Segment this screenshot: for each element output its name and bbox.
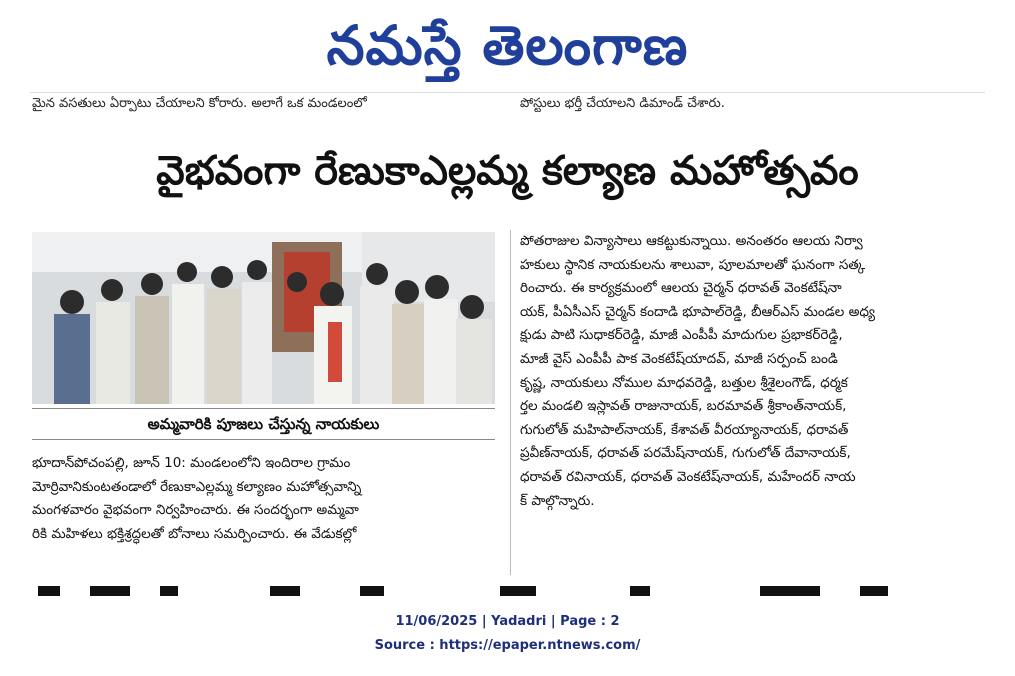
body-line: రికి మహిళలు భక్తిశ్రద్ధలతో బోనాలు సమర్పించారు. ఈ వేడుకల్లో — [32, 525, 357, 542]
previous-article-left-line: మైన వసతులు ఏర్పాటు చేయాలని కోరారు. అలాగే ఒక మండలంలో — [32, 96, 367, 111]
body-line: క్ పాల్గొన్నారు. — [520, 492, 595, 509]
clipping-top-rule — [30, 92, 985, 93]
body-line: ప్రవీణ్‌నాయక్, ధరావత్ పరమేష్‌నాయక్, గుగులోత్ దేవానాయక్, — [520, 445, 851, 462]
article-headline: వైభవంగా రేణుకాఎల్లమ్మ కల్యాణ మహోత్సవం — [156, 148, 859, 194]
body-line: పోతరాజుల విన్యాసాలు ఆకట్టుకున్నాయి. అనంతరం ఆలయ నిర్వా — [520, 233, 863, 249]
article-body-left-column — [32, 452, 500, 546]
body-line: కృష్ణ, నాయకులు నోముల మాధవరెడ్డి, బత్తుల శ్రీశైలంగౌడ్, ధర్మక — [520, 374, 848, 391]
body-line: మోర్రివానికుంటతండాలో రేణుకాఎల్లమ్మ కల్యాణం మహోత్సవాన్ని — [32, 478, 362, 495]
article-body-right-column — [520, 230, 985, 513]
body-line: క్షుడు పాటి సుధాకర్‌రెడ్డి, మాజీ ఎంపీపీ మాదుగుల ప్రభాకర్‌రెడ్డి, — [520, 327, 843, 344]
next-article-cutoff — [30, 586, 985, 596]
body-line: మంగళవారం వైభవంగా నిర్వహించారు. ఈ సందర్భంగా అమ్మవా — [32, 502, 359, 519]
body-line: గుగులోత్ మహిపాల్‌నాయక్, కేశావత్ వీరయ్యానాయక్, ధరావత్ — [520, 421, 849, 438]
previous-article-right-line: పోస్టులు భర్తీ చేయాలని డిమాండ్ చేశారు. — [520, 96, 725, 111]
news-clipping — [30, 92, 985, 597]
body-line: యక్, పీఏసీఎస్ చైర్మన్ కందాడి భూపాల్‌రెడ్డి, బీఆర్‌ఎస్ మండల అధ్య — [520, 303, 876, 320]
masthead — [0, 0, 1015, 92]
newspaper-logo: నమస్తే తెలంగాణ — [326, 14, 689, 77]
body-line: ర్తల మండలి ఇస్లావత్ రాజునాయక్, బరమావత్ శ్రీకాంత్‌నాయక్, — [520, 398, 847, 415]
body-line: హకులు స్థానిక నాయకులను శాలువా, పూలమాలతో ఘనంగా సత్క — [520, 256, 866, 273]
article-photo — [32, 232, 495, 404]
footer-date-edition: 11/06/2025 | Yadadri | Page : 2 — [395, 614, 620, 629]
footer-source: Source : https://epaper.ntnews.com/ — [374, 638, 641, 653]
body-line: మాజీ వైస్ ఎంపీపీ పాక వెంకటేష్‌యాదవ్, మాజీ సర్పంచ్ బండి — [520, 350, 838, 367]
body-line: ధరావత్ రవినాయక్, ధరావత్ వెంకటేష్‌నాయక్, మహేందర్ నాయ — [520, 468, 856, 485]
photo-caption: అమ్మవారికి పూజలు చేస్తున్న నాయకులు — [32, 408, 495, 440]
body-line: భూదాన్‌పోచంపల్లి, జూన్ 10: మండలంలోని ఇందిరాల గ్రామం — [32, 455, 351, 471]
column-divider — [510, 230, 511, 575]
body-line: రించారు. ఈ కార్యక్రమంలో ఆలయ చైర్మన్ ధరావత్ వెంకటేష్‌నా — [520, 280, 842, 297]
